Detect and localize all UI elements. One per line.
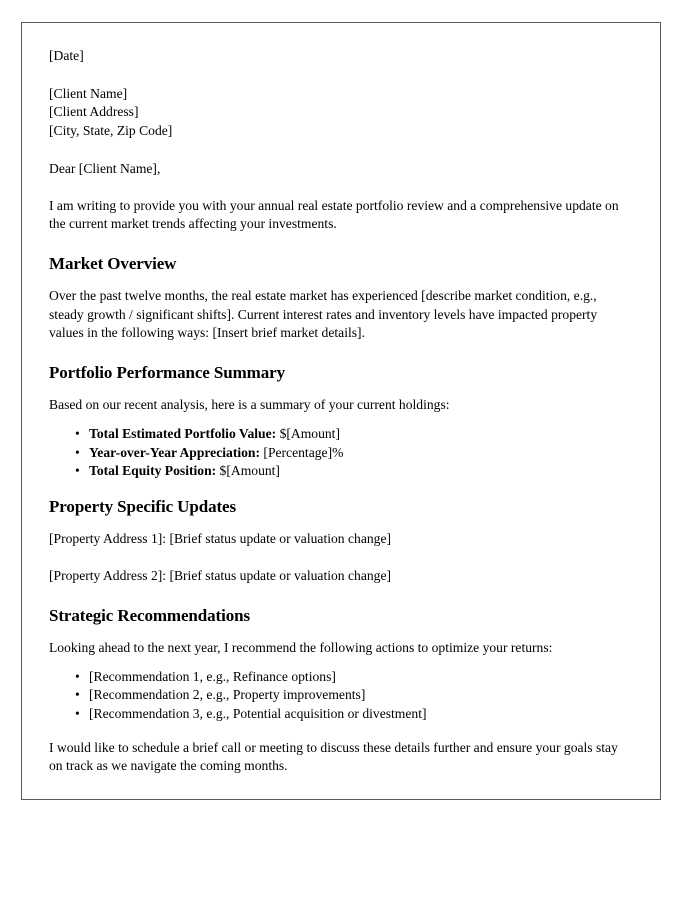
heading-market-overview: Market Overview [49,254,177,274]
spacer [49,342,634,362]
spacer [49,414,634,425]
metric-label: Total Equity Position: [89,463,217,479]
spacer [49,65,634,85]
property-update-entry-2: [Property Address 2]: [Brief status update or valuation change] [49,567,392,583]
list-item [49,462,634,480]
spacer [49,517,634,530]
list-item [49,444,634,462]
heading-strategic-recommendations: Strategic Recommendations [49,605,250,625]
spacer [49,626,634,639]
list-item: • [Recommendation 3, e.g., Potential acquisition or divestment] [49,705,634,723]
date-placeholder: [Date] [49,48,84,63]
recommendations-list [49,668,634,723]
recipient-name: [Client Name] [49,86,128,102]
salutation: Dear [Client Name], [49,160,161,176]
list-item: • [Recommendation 2, e.g., Property improvements] [49,686,634,704]
spacer [49,723,634,739]
recipient-city-state-zip: [City, State, Zip Code] [49,122,173,138]
spacer [49,549,634,567]
heading-portfolio-performance: Portfolio Performance Summary [49,363,285,383]
metric-value: $[Amount] [216,463,280,479]
spacer [49,140,634,160]
portfolio-metrics-list [49,425,634,480]
spacer [49,178,634,197]
property-update-entry-1: [Property Address 1]: [Brief status update or valuation change] [49,531,392,547]
portfolio-performance-paragraph: Based on our recent analysis, here is a summary of your current holdings: [49,397,450,413]
spacer [49,274,634,287]
metric-label: Year-over-Year Appreciation: [89,444,261,460]
metric-value: [Percentage]% [260,444,344,460]
strategic-recommendations-paragraph: Looking ahead to the next year, I recommend the following actions to optimize your returns: [49,639,553,655]
market-overview-paragraph: Over the past twelve months, the real estate market has experienced [describe market condition, e.g., steady growth / significant shifts]. Current interest rates and inventory levels have impacted property values in the following ways: [Insert brief market details]. [49,288,598,340]
closing-paragraph: I would like to schedule a brief call or meeting to discuss these details further and ensure your goals stay on track as we navigate the coming months. [49,740,618,774]
list-item [49,425,634,443]
spacer [49,657,634,668]
metric-label: Total Estimated Portfolio Value: [89,426,277,442]
recipient-address-block [49,85,634,140]
spacer [49,233,634,253]
spacer [49,480,634,496]
letter-body [22,23,660,776]
list-item: • [Recommendation 1, e.g., Refinance options] [49,668,634,686]
spacer [49,585,634,605]
spacer [49,383,634,396]
letter-page [21,22,661,800]
recipient-street: [Client Address] [49,104,139,120]
heading-property-updates: Property Specific Updates [49,497,236,517]
metric-value: $[Amount] [276,426,340,442]
intro-paragraph: I am writing to provide you with your annual real estate portfolio review and a comprehensive update on the current market trends affecting your investments. [49,198,619,232]
